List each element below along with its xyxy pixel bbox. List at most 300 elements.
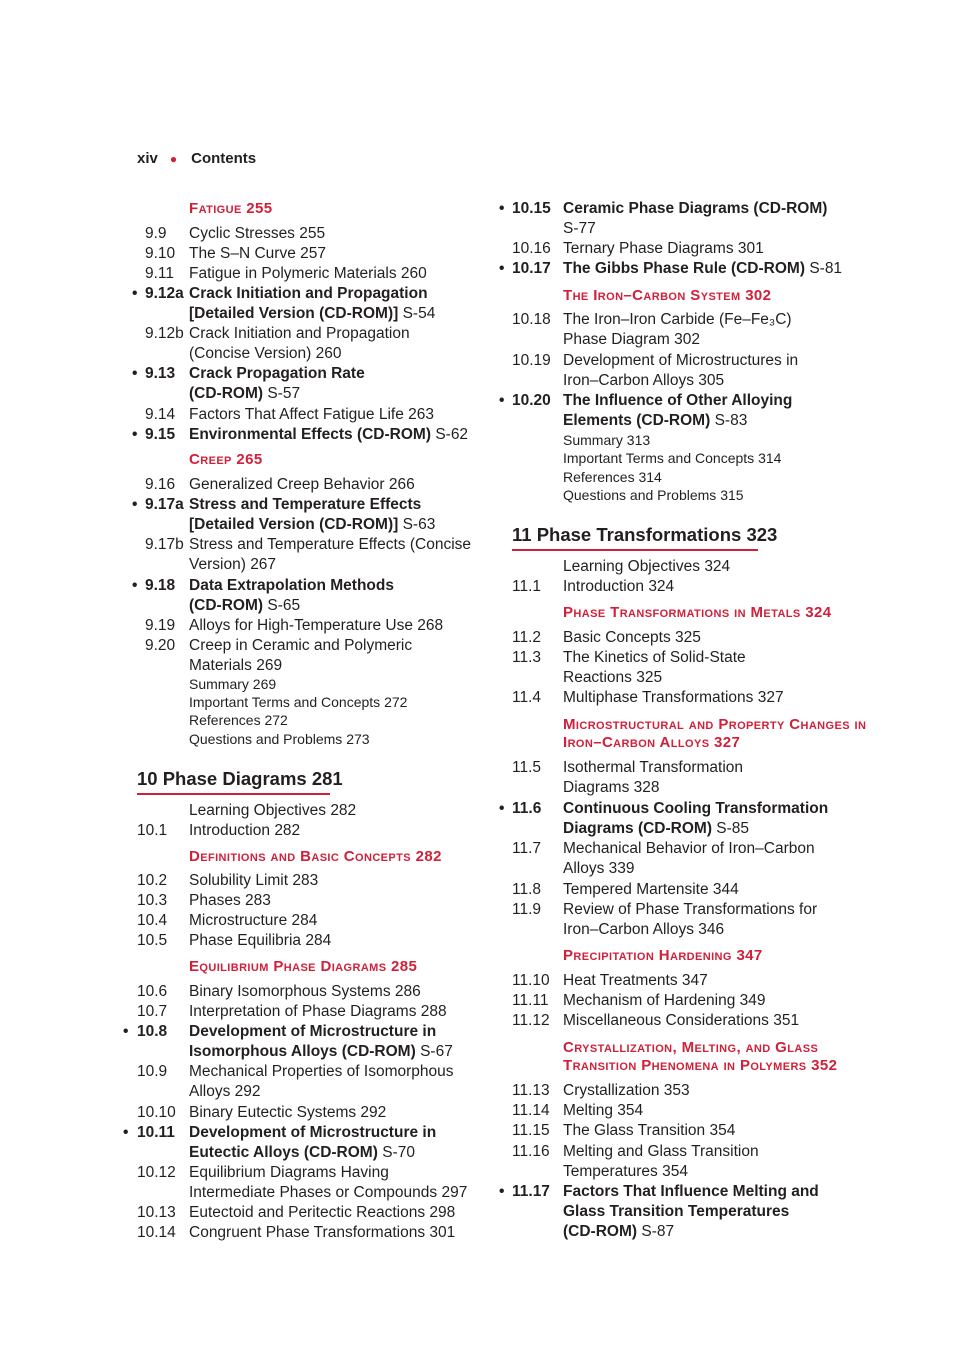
bullet-icon: • [132, 577, 138, 594]
entry-text [189, 405, 434, 425]
entry-number: 10.12 [137, 1164, 176, 1181]
entry-text [189, 364, 365, 404]
entry-page: S-54 [402, 305, 436, 323]
chapter-page: 281 [311, 768, 343, 789]
entry-text [189, 1103, 386, 1123]
bullet-icon: • [123, 1124, 129, 1141]
entry-title: The Kinetics of Solid-State [563, 649, 746, 666]
entry-page: 283 [245, 892, 271, 909]
entry-title: Summary [189, 676, 249, 692]
entry-title: Miscellaneous Considerations [563, 1012, 769, 1029]
bullet-icon: • [499, 800, 505, 817]
entry-page: 272 [264, 712, 288, 728]
entry-page: 354 [709, 1122, 736, 1139]
bullet-icon: • [132, 426, 138, 443]
entry-number: 10.20 [512, 392, 551, 409]
entry-title: Phase Equilibria [189, 932, 302, 949]
section-title: Microstructural and Property Changes in [563, 716, 867, 733]
entry-number: 10.13 [137, 1204, 176, 1221]
entry-title: Reactions [563, 669, 632, 687]
entry-page: 284 [291, 912, 318, 929]
entry-title: Generalized Creep Behavior [189, 476, 385, 493]
entry-page: 260 [400, 265, 427, 282]
entry-number: 11.8 [512, 881, 542, 898]
entry-title: Melting and Glass Transition [563, 1143, 759, 1160]
entry-title: Alloys for High-Temperature Use [189, 617, 413, 634]
chapter-heading [512, 524, 777, 546]
entry-page: 267 [250, 556, 277, 574]
entry-title: Review of Phase Transformations for [563, 901, 818, 918]
entry-number: 10.14 [137, 1224, 176, 1241]
entry-number: 11.14 [512, 1102, 550, 1119]
entry-page: 284 [305, 932, 332, 949]
entry-text [563, 351, 798, 391]
entry-text [189, 475, 415, 495]
entry-page: 269 [252, 676, 277, 692]
entry-page: S-63 [402, 516, 436, 534]
entry-text [189, 1002, 447, 1022]
entry-page: S-67 [420, 1043, 453, 1061]
entry-title: Questions and Problems [563, 487, 717, 503]
entry-page: 324 [648, 578, 675, 595]
entry-page: 344 [712, 881, 739, 898]
chapter-page: 323 [746, 524, 778, 545]
section-title: Definitions and Basic Concepts [189, 848, 412, 865]
entry-title: Eutectic Alloys (CD-ROM) [189, 1144, 378, 1162]
entry-title: Summary [563, 432, 623, 448]
entry-title: Phases [189, 892, 241, 909]
entry-text [563, 628, 701, 648]
chapter-title: 11 Phase Transformations [512, 524, 742, 545]
entry-page: 273 [346, 731, 370, 747]
entry-text [189, 801, 356, 821]
section-heading [563, 604, 831, 622]
entry-number: 11.12 [512, 1012, 550, 1029]
entry-text [563, 971, 708, 991]
entry-text [563, 839, 815, 879]
entry-text [189, 693, 407, 712]
entry-title: Elements (CD-ROM) [563, 412, 711, 430]
entry-number: 9.15 [145, 426, 176, 443]
entry-number: 9.17a [145, 496, 184, 513]
entry-title: Mechanical Properties of Isomorphous [189, 1063, 454, 1080]
entry-title: Congruent Phase Transformations [189, 1224, 426, 1241]
entry-number: 10.7 [137, 1003, 168, 1020]
entry-title: Interpretation of Phase Diagrams [189, 1003, 417, 1020]
entry-number: 11.13 [512, 1082, 550, 1099]
entry-title: Microstructure [189, 912, 288, 929]
entry-page: 282 [330, 802, 357, 819]
entry-title: Learning Objectives [189, 802, 326, 819]
entry-number: 11.7 [512, 840, 542, 857]
entry-number: 9.20 [145, 637, 176, 654]
entry-number: 10.16 [512, 240, 551, 257]
entry-title: Diagrams (CD-ROM) [563, 820, 712, 838]
entry-number: 10.19 [512, 352, 551, 369]
entry-title: Important Terms and Concepts [563, 450, 755, 466]
section-page: 265 [236, 451, 263, 468]
entry-number: 9.18 [145, 577, 176, 594]
entry-text [563, 199, 827, 239]
entry-title: Questions and Problems [189, 731, 343, 747]
entry-page: S-70 [382, 1144, 415, 1162]
entry-title: Factors That Influence Melting and [563, 1183, 819, 1200]
entry-text [563, 486, 744, 505]
entry-text [563, 799, 828, 839]
entry-number: 9.12b [145, 325, 184, 342]
entry-title: Fatigue in Polymeric Materials [189, 265, 397, 282]
section-title: Fatigue [189, 200, 242, 217]
entry-title: Solubility Limit [189, 872, 289, 889]
entry-text [189, 821, 300, 841]
entry-title: Crack Propagation Rate [189, 365, 365, 382]
entry-title: Alloys [563, 860, 605, 878]
entry-title: Heat Treatments [563, 972, 678, 989]
entry-text [563, 259, 842, 279]
section-title: The Iron–Carbon System [563, 287, 741, 304]
entry-title: Alloys [189, 1083, 231, 1101]
entry-page: 346 [698, 921, 725, 939]
entry-page: 255 [299, 225, 326, 242]
section-title: Phase Transformations in Metals [563, 604, 801, 621]
entry-number: 10.18 [512, 311, 551, 328]
entry-title: References [189, 712, 261, 728]
entry-text [189, 891, 271, 911]
entry-text [563, 1011, 799, 1031]
entry-title: The Influence of Other Alloying [563, 392, 793, 409]
entry-title: Cyclic Stresses [189, 225, 295, 242]
entry-number: 10.6 [137, 983, 168, 1000]
entry-title: Development of Microstructure in [189, 1124, 437, 1141]
entry-text [189, 636, 412, 676]
entry-page: 272 [384, 694, 408, 710]
section-heading [563, 287, 771, 305]
entry-text [189, 1203, 455, 1223]
entry-page: 266 [388, 476, 415, 493]
entry-title: Eutectoid and Peritectic Reactions [189, 1204, 426, 1221]
entry-page: S-83 [714, 412, 748, 430]
entry-number: 11.4 [512, 689, 542, 706]
entry-page: 257 [300, 245, 327, 262]
entry-title: Phase Diagram [563, 331, 670, 349]
entry-page: S-81 [809, 260, 843, 277]
chapter-underline [512, 549, 758, 551]
entry-title: Isothermal Transformation [563, 759, 744, 776]
entry-text [189, 535, 471, 575]
section-title: Creep [189, 451, 232, 468]
entry-page: S-57 [267, 385, 301, 403]
section-page: 324 [805, 604, 832, 621]
entry-text [189, 871, 318, 891]
entry-title: Creep in Ceramic and Polymeric [189, 637, 413, 654]
entry-page: S-62 [435, 426, 469, 443]
bullet-icon: • [499, 200, 505, 217]
section-page: 285 [391, 958, 418, 975]
entry-title: Factors That Affect Fatigue Life [189, 406, 404, 423]
entry-page: 313 [626, 432, 651, 448]
entry-number: 9.19 [145, 617, 176, 634]
entry-page: 314 [758, 450, 782, 466]
section-heading [563, 947, 763, 965]
page-number: xiv [137, 150, 158, 167]
entry-text [563, 557, 730, 577]
section-heading [189, 200, 273, 218]
entry-title: Development of Microstructure in [189, 1023, 437, 1040]
entry-page: 297 [441, 1184, 468, 1202]
entry-number: 11.17 [512, 1183, 550, 1200]
entry-title: Melting [563, 1102, 613, 1119]
entry-text [563, 991, 766, 1011]
entry-number: 11.6 [512, 800, 542, 817]
entry-text [189, 1223, 455, 1243]
section-page: 352 [811, 1057, 838, 1074]
entry-title: Basic Concepts [563, 629, 671, 646]
entry-page: 315 [720, 487, 744, 503]
section-page: 282 [415, 848, 442, 865]
entry-text [189, 931, 331, 951]
chapter-heading [137, 768, 343, 790]
entry-title: Environmental Effects (CD-ROM) [189, 426, 431, 443]
chapter-title: 10 Phase Diagrams [137, 768, 307, 789]
entry-number: 9.17b [145, 536, 184, 553]
entry-title: Crystallization [563, 1082, 660, 1099]
header-title: Contents [191, 150, 257, 167]
entry-text [189, 1163, 467, 1203]
entry-number: 10.3 [137, 892, 168, 909]
bullet-icon: • [123, 1023, 129, 1040]
entry-title: Ternary Phase Diagrams [563, 240, 734, 257]
entry-number: 10.1 [137, 822, 168, 839]
entry-text [563, 468, 662, 487]
entry-title: Binary Isomorphous Systems [189, 983, 391, 1000]
entry-title: The Iron–Iron Carbide (Fe–Fe₃C) [563, 311, 792, 328]
entry-number: 10.17 [512, 260, 551, 277]
entry-title: [Detailed Version (CD-ROM)] [189, 516, 399, 534]
entry-page: 283 [292, 872, 319, 889]
entry-page: 298 [429, 1204, 456, 1221]
entry-page: S-87 [641, 1223, 675, 1241]
entry-title: Important Terms and Concepts [189, 694, 381, 710]
entry-page: 339 [608, 860, 635, 878]
entry-text [563, 648, 746, 688]
entry-number: 10.15 [512, 200, 551, 217]
bullet-icon: • [132, 496, 138, 513]
entry-number: 9.16 [145, 476, 176, 493]
entry-number: 10.11 [137, 1124, 175, 1141]
entry-text [189, 616, 443, 636]
entry-title: Temperatures [563, 1163, 658, 1181]
entry-title: Development of Microstructures in [563, 352, 799, 369]
entry-number: 11.11 [512, 992, 549, 1009]
entry-text [563, 758, 743, 798]
entry-page: 292 [360, 1104, 387, 1121]
entry-title: (CD-ROM) [189, 385, 264, 403]
entry-title: Ceramic Phase Diagrams (CD-ROM) [563, 200, 828, 217]
entry-title: [Detailed Version (CD-ROM)] [189, 305, 399, 323]
entry-number: 11.15 [512, 1122, 550, 1139]
entry-number: 11.1 [512, 578, 542, 595]
entry-number: 9.12a [145, 285, 184, 302]
section-title-line2: Iron–Carbon Alloys [563, 734, 710, 751]
entry-page: 354 [617, 1102, 644, 1119]
section-heading [189, 848, 442, 866]
section-page: 347 [736, 947, 763, 964]
entry-text [189, 911, 317, 931]
entry-text [563, 1121, 735, 1141]
entry-page: 305 [698, 372, 725, 390]
entry-title: Intermediate Phases or Compounds [189, 1184, 438, 1202]
section-heading [189, 451, 263, 469]
entry-text [563, 239, 764, 259]
entry-title: Diagrams [563, 779, 630, 797]
entry-text [563, 1182, 819, 1243]
entry-title: Introduction [563, 578, 644, 595]
entry-page: 327 [757, 689, 784, 706]
entry-text [189, 982, 421, 1002]
entry-text [189, 324, 410, 364]
entry-text [563, 391, 792, 431]
entry-page: 301 [429, 1224, 456, 1241]
bullet-icon: • [499, 392, 505, 409]
entry-title: Glass Transition Temperatures [563, 1203, 790, 1221]
entry-number: 10.9 [137, 1063, 168, 1080]
section-title: Precipitation Hardening [563, 947, 732, 964]
entry-text [563, 688, 784, 708]
entry-title: Multiphase Transformations [563, 689, 754, 706]
entry-page: 328 [633, 779, 660, 797]
entry-text [189, 1123, 436, 1163]
entry-page: S-77 [563, 220, 596, 238]
entry-title: Data Extrapolation Methods [189, 577, 394, 594]
entry-number: 9.9 [145, 225, 167, 242]
entry-title: Mechanical Behavior of Iron–Carbon [563, 840, 815, 857]
entry-text [189, 1022, 453, 1062]
entry-page: 325 [675, 629, 701, 646]
entry-title: References [563, 469, 635, 485]
section-page: 327 [714, 734, 741, 751]
section-title: Crystallization, Melting, and Glass [563, 1039, 819, 1056]
entry-page: 351 [773, 1012, 800, 1029]
entry-title: The S–N Curve [189, 245, 296, 262]
entry-text [563, 900, 817, 940]
entry-title: Learning Objectives [563, 558, 700, 575]
entry-text [189, 730, 370, 749]
entry-page: 282 [274, 822, 301, 839]
chapter-underline [137, 793, 330, 795]
entry-number: 9.11 [145, 265, 175, 282]
entry-number: 9.14 [145, 406, 176, 423]
entry-page: 260 [315, 345, 342, 363]
entry-page: 292 [234, 1083, 261, 1101]
entry-page: S-85 [716, 820, 750, 838]
entry-title: Crack Initiation and Propagation [189, 325, 410, 342]
entry-number: 11.2 [512, 629, 542, 646]
entry-title: Iron–Carbon Alloys [563, 921, 694, 939]
entry-number: 10.8 [137, 1023, 168, 1040]
running-header [137, 150, 256, 167]
entry-text [563, 431, 650, 450]
entry-text [189, 576, 394, 616]
entry-number: 9.13 [145, 365, 176, 382]
entry-text [189, 224, 325, 244]
section-heading [563, 1039, 837, 1075]
entry-text [563, 577, 674, 597]
entry-page: 269 [256, 657, 283, 675]
entry-title: (CD-ROM) [189, 597, 264, 615]
entry-text [189, 711, 288, 730]
entry-title: Crack Initiation and Propagation [189, 285, 428, 302]
entry-page: 349 [739, 992, 766, 1009]
entry-number: 10.10 [137, 1104, 176, 1121]
entry-number: 11.16 [512, 1143, 550, 1160]
entry-text [563, 1101, 643, 1121]
entry-text [563, 1081, 690, 1101]
entry-title: Stress and Temperature Effects (Concise [189, 536, 472, 553]
section-heading [189, 958, 417, 976]
entry-title: Equilibrium Diagrams Having [189, 1164, 389, 1181]
entry-page: S-65 [267, 597, 301, 615]
entry-title: Version) [189, 556, 246, 574]
entry-text [563, 449, 781, 468]
entry-number: 10.2 [137, 872, 168, 889]
entry-text [189, 264, 427, 284]
entry-page: 302 [674, 331, 701, 349]
entry-text [563, 310, 792, 350]
entry-title: Mechanism of Hardening [563, 992, 736, 1009]
entry-number: 9.10 [145, 245, 176, 262]
section-heading [563, 716, 866, 752]
entry-number: 11.9 [512, 901, 542, 918]
section-title-line2: Transition Phenomena in Polymers [563, 1057, 807, 1074]
entry-text [189, 675, 276, 694]
entry-text [563, 880, 739, 900]
entry-page: 347 [681, 972, 708, 989]
entry-text [189, 244, 326, 264]
entry-title: The Glass Transition [563, 1122, 706, 1139]
entry-title: Binary Eutectic Systems [189, 1104, 357, 1121]
entry-title: Tempered Martensite [563, 881, 709, 898]
entry-title: (Concise Version) [189, 345, 312, 363]
entry-title: Introduction [189, 822, 270, 839]
entry-page: 286 [394, 983, 421, 1000]
entry-text [189, 425, 468, 445]
entry-page: 263 [408, 406, 435, 423]
bullet-icon: • [132, 285, 138, 302]
entry-title: The Gibbs Phase Rule (CD-ROM) [563, 260, 805, 277]
entry-page: 324 [704, 558, 731, 575]
entry-text [189, 495, 435, 535]
entry-number: 11.5 [512, 759, 542, 776]
section-title: Equilibrium Phase Diagrams [189, 958, 387, 975]
entry-page: 288 [420, 1003, 447, 1020]
entry-title: Continuous Cooling Transformation [563, 800, 829, 817]
section-page: 255 [246, 200, 273, 217]
bullet-icon: • [132, 365, 138, 382]
entry-page: 314 [638, 469, 662, 485]
entry-title: Isomorphous Alloys (CD-ROM) [189, 1043, 416, 1061]
entry-title: Stress and Temperature Effects [189, 496, 422, 513]
bullet-icon: • [499, 1183, 505, 1200]
section-page: 302 [745, 287, 772, 304]
entry-page: 353 [663, 1082, 690, 1099]
entry-number: 10.5 [137, 932, 168, 949]
entry-page: 354 [662, 1163, 688, 1181]
entry-title: (CD-ROM) [563, 1223, 638, 1241]
entry-text [189, 1062, 454, 1102]
entry-number: 11.10 [512, 972, 550, 989]
entry-number: 10.4 [137, 912, 168, 929]
bullet-icon: ● [169, 152, 178, 166]
